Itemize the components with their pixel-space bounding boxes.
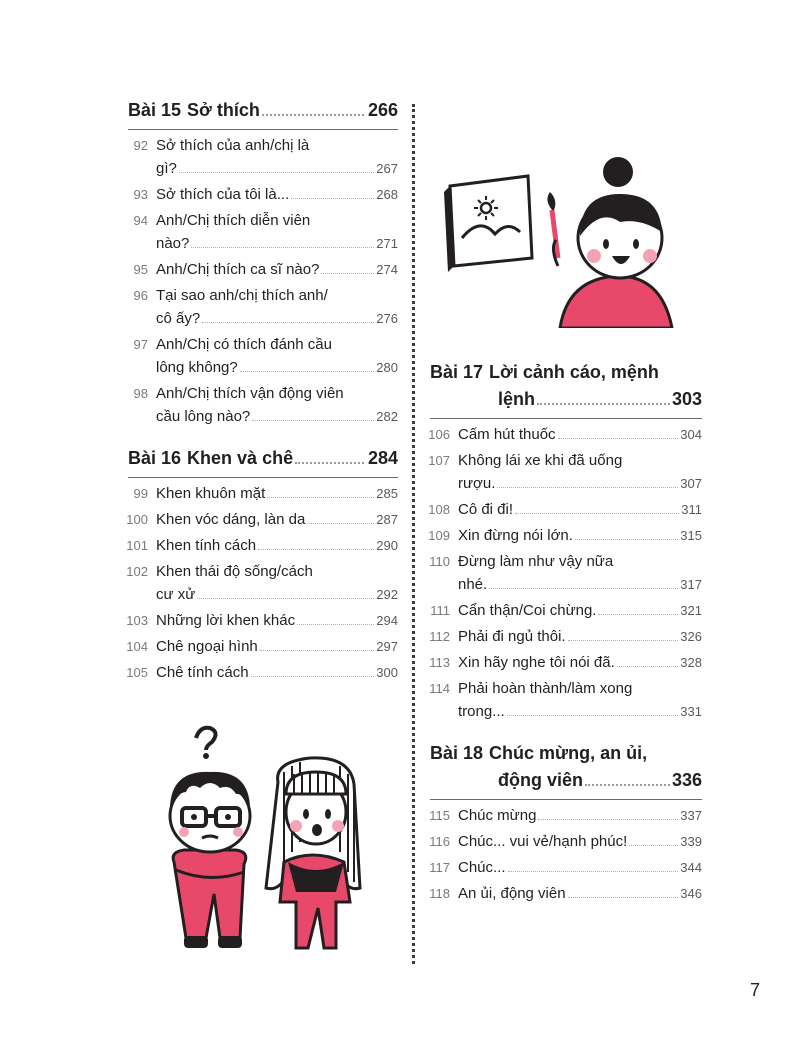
lesson-title: Khen và chê [187, 448, 294, 468]
leader-dots [267, 497, 374, 498]
toc-item[interactable] [430, 599, 702, 622]
toc-item[interactable] [128, 508, 398, 531]
item-page: 294 [376, 613, 398, 628]
leader-dots [295, 462, 364, 464]
item-title: Khen tính cách [156, 537, 257, 554]
item-number: 110 [429, 554, 450, 569]
lesson-page: 266 [367, 100, 398, 120]
toc-item[interactable] [430, 625, 702, 648]
lesson-number: Bài 15 [128, 100, 182, 120]
item-title: Chê ngoại hình [156, 638, 258, 655]
toc-item[interactable] [128, 333, 398, 379]
item-page: 282 [376, 409, 398, 424]
canvas-icon [444, 176, 532, 272]
item-page: 300 [376, 665, 398, 680]
item-number: 97 [133, 337, 148, 352]
item-number: 112 [429, 629, 450, 644]
leader-dots [515, 513, 679, 514]
item-title: Chê tính cách [156, 664, 249, 681]
leader-dots [240, 371, 375, 372]
item-title-cont: cô ấy? [156, 310, 201, 327]
item-page: 276 [376, 311, 398, 326]
item-title-cont: cầu lông nào? [156, 408, 251, 425]
item-number: 94 [133, 213, 148, 228]
lesson-page: 284 [367, 448, 398, 468]
right-column [430, 362, 702, 905]
lesson-heading[interactable] [430, 362, 702, 410]
leader-dots [202, 322, 374, 323]
leader-dots [617, 666, 679, 667]
item-page: 274 [376, 262, 398, 277]
item-page: 311 [681, 502, 702, 517]
lesson-title: Sở thích [187, 100, 260, 120]
lesson-title-cont: lệnh [498, 389, 536, 409]
item-number: 101 [126, 538, 148, 553]
item-page: 304 [680, 427, 702, 442]
leader-dots [262, 114, 364, 116]
item-title: Chúc... vui vẻ/hạnh phúc! [458, 833, 628, 850]
leader-dots [179, 172, 374, 173]
toc-item[interactable] [430, 498, 702, 521]
item-title: Tại sao anh/chị thích anh/ [156, 287, 328, 304]
item-title: Những lời khen khác [156, 612, 296, 629]
item-number: 100 [126, 512, 148, 527]
lesson-items [128, 134, 398, 428]
lesson-title: Lời cảnh cáo, mệnh [489, 362, 659, 382]
item-number: 107 [428, 453, 450, 468]
lesson-heading[interactable] [128, 100, 398, 121]
item-title: Phải hoàn thành/làm xong [458, 680, 633, 697]
leader-dots [497, 487, 678, 488]
item-page: 307 [680, 476, 702, 491]
question-mark-icon [196, 728, 216, 759]
item-page: 287 [376, 512, 398, 527]
item-page: 331 [680, 704, 702, 719]
leader-dots [629, 845, 678, 846]
leader-dots [191, 247, 374, 248]
item-number: 111 [430, 603, 450, 618]
lesson-items [128, 482, 398, 684]
leader-dots [258, 549, 374, 550]
toc-item[interactable] [128, 635, 398, 658]
leader-dots [489, 588, 678, 589]
item-number: 108 [428, 502, 450, 517]
toc-item[interactable] [430, 550, 702, 596]
lesson-rule [128, 477, 398, 478]
item-page: 337 [680, 808, 702, 823]
lesson-title-cont: động viên [498, 770, 583, 790]
item-title: Đừng làm như vậy nữa [458, 553, 614, 570]
item-number: 109 [428, 528, 450, 543]
item-number: 117 [429, 860, 450, 875]
lesson-number: Bài 17 [430, 362, 484, 382]
left-column [128, 100, 398, 684]
item-title: Không lái xe khi đã uống [458, 452, 623, 469]
girl-painter-illustration [440, 148, 700, 328]
lesson-page: 303 [671, 389, 702, 409]
item-title: Anh/Chị thích diễn viên [156, 212, 311, 229]
item-title-cont: nào? [156, 235, 190, 252]
item-page: 271 [376, 236, 398, 251]
item-page: 267 [376, 161, 398, 176]
toc-item[interactable] [430, 651, 702, 674]
leader-dots [291, 198, 374, 199]
item-page: 315 [680, 528, 702, 543]
leader-dots [575, 539, 678, 540]
leader-dots [537, 403, 670, 405]
toc-item[interactable] [128, 482, 398, 505]
item-page: 346 [680, 886, 702, 901]
item-title: Khen thái độ sống/cách [156, 563, 313, 580]
item-title-cont: gì? [156, 160, 177, 177]
leader-dots [297, 624, 374, 625]
leader-dots [252, 420, 374, 421]
item-number: 115 [429, 808, 450, 823]
leader-dots [558, 438, 679, 439]
toc-item[interactable] [128, 134, 398, 180]
toc-item[interactable] [128, 258, 398, 281]
toc-item[interactable] [430, 882, 702, 905]
item-number: 113 [429, 655, 450, 670]
item-page: 317 [680, 577, 702, 592]
item-title: Khen khuôn mặt [156, 485, 266, 502]
toc-item[interactable] [430, 423, 702, 446]
item-title-cont: cư xử [156, 586, 196, 603]
lesson-heading[interactable] [128, 448, 398, 469]
item-title-cont: nhé. [458, 576, 488, 593]
leader-dots [538, 819, 678, 820]
item-title: Sở thích của anh/chị là [156, 137, 310, 154]
item-title-cont: rượu. [458, 475, 496, 492]
lesson-title: Chúc mừng, an ủi, [489, 743, 648, 763]
item-number: 103 [126, 613, 148, 628]
item-number: 96 [133, 288, 148, 303]
item-number: 98 [133, 386, 148, 401]
leader-dots [260, 650, 375, 651]
item-number: 95 [133, 262, 148, 277]
lesson-items [430, 804, 702, 905]
item-number: 93 [133, 187, 148, 202]
item-number: 92 [133, 138, 148, 153]
lesson-rule [430, 418, 702, 419]
toc-item[interactable] [430, 804, 702, 827]
item-page: 297 [376, 639, 398, 654]
toc-item[interactable] [128, 534, 398, 557]
item-number: 104 [126, 639, 148, 654]
lesson-number: Bài 16 [128, 448, 182, 468]
item-page: 285 [376, 486, 398, 501]
toc-item[interactable] [128, 209, 398, 255]
item-title: Chúc... [458, 859, 506, 876]
lesson-rule [128, 129, 398, 130]
item-page: 321 [680, 603, 702, 618]
boy-and-girl-illustration [140, 722, 380, 958]
item-title: Cấm hút thuốc [458, 426, 556, 443]
item-title: Anh/Chị thích vận động viên [156, 385, 344, 402]
leader-dots [507, 715, 679, 716]
item-number: 118 [429, 886, 450, 901]
girl-character [266, 758, 360, 948]
leader-dots [307, 523, 374, 524]
toc-item[interactable] [128, 382, 398, 428]
item-title: Khen vóc dáng, làn da [156, 511, 306, 528]
item-number: 114 [429, 681, 450, 696]
lesson-number: Bài 18 [430, 743, 484, 763]
leader-dots [585, 784, 670, 786]
item-title-cont: trong... [458, 703, 505, 720]
item-page: 344 [680, 860, 702, 875]
lesson-heading[interactable] [430, 743, 702, 791]
leader-dots [251, 676, 375, 677]
item-number: 105 [126, 665, 148, 680]
item-page: 290 [376, 538, 398, 553]
toc-item[interactable] [430, 677, 702, 723]
toc-item[interactable] [128, 661, 398, 684]
leader-dots [197, 598, 374, 599]
item-number: 106 [428, 427, 450, 442]
leader-dots [321, 273, 374, 274]
item-title: Anh/Chị thích ca sĩ nào? [156, 261, 320, 278]
item-number: 116 [429, 834, 450, 849]
item-title: Sở thích của tôi là... [156, 186, 290, 203]
item-page: 328 [680, 655, 702, 670]
toc-item[interactable] [430, 856, 702, 879]
toc-item[interactable] [128, 560, 398, 606]
item-page: 326 [680, 629, 702, 644]
toc-item[interactable] [128, 183, 398, 206]
toc-item[interactable] [430, 524, 702, 547]
toc-item[interactable] [128, 609, 398, 632]
page-number: 7 [750, 980, 761, 1000]
item-page: 339 [680, 834, 702, 849]
item-title: Cẩn thận/Coi chừng. [458, 602, 597, 619]
item-number: 99 [133, 486, 148, 501]
leader-dots [598, 614, 678, 615]
leader-dots [508, 871, 679, 872]
item-page: 268 [376, 187, 398, 202]
toc-item[interactable] [128, 284, 398, 330]
column-divider [412, 104, 415, 964]
item-number: 102 [126, 564, 148, 579]
item-page: 280 [376, 360, 398, 375]
leader-dots [568, 640, 679, 641]
item-title: Xin đừng nói lớn. [458, 527, 573, 544]
item-title: An ủi, động viên [458, 885, 566, 902]
toc-item[interactable] [430, 449, 702, 495]
item-title: Phải đi ngủ thôi. [458, 628, 566, 645]
lesson-rule [430, 799, 702, 800]
item-title: Anh/Chị có thích đánh cầu [156, 336, 332, 353]
lesson-page: 336 [671, 770, 702, 790]
toc-item[interactable] [430, 830, 702, 853]
item-title-cont: lông không? [156, 359, 238, 376]
item-title: Cô đi đi! [458, 501, 514, 518]
girl-character [553, 157, 672, 328]
item-title: Xin hãy nghe tôi nói đã. [458, 654, 615, 671]
item-title: Chúc mừng [458, 807, 537, 824]
leader-dots [568, 897, 679, 898]
lesson-items [430, 423, 702, 723]
item-page: 292 [376, 587, 398, 602]
boy-character [170, 772, 250, 948]
